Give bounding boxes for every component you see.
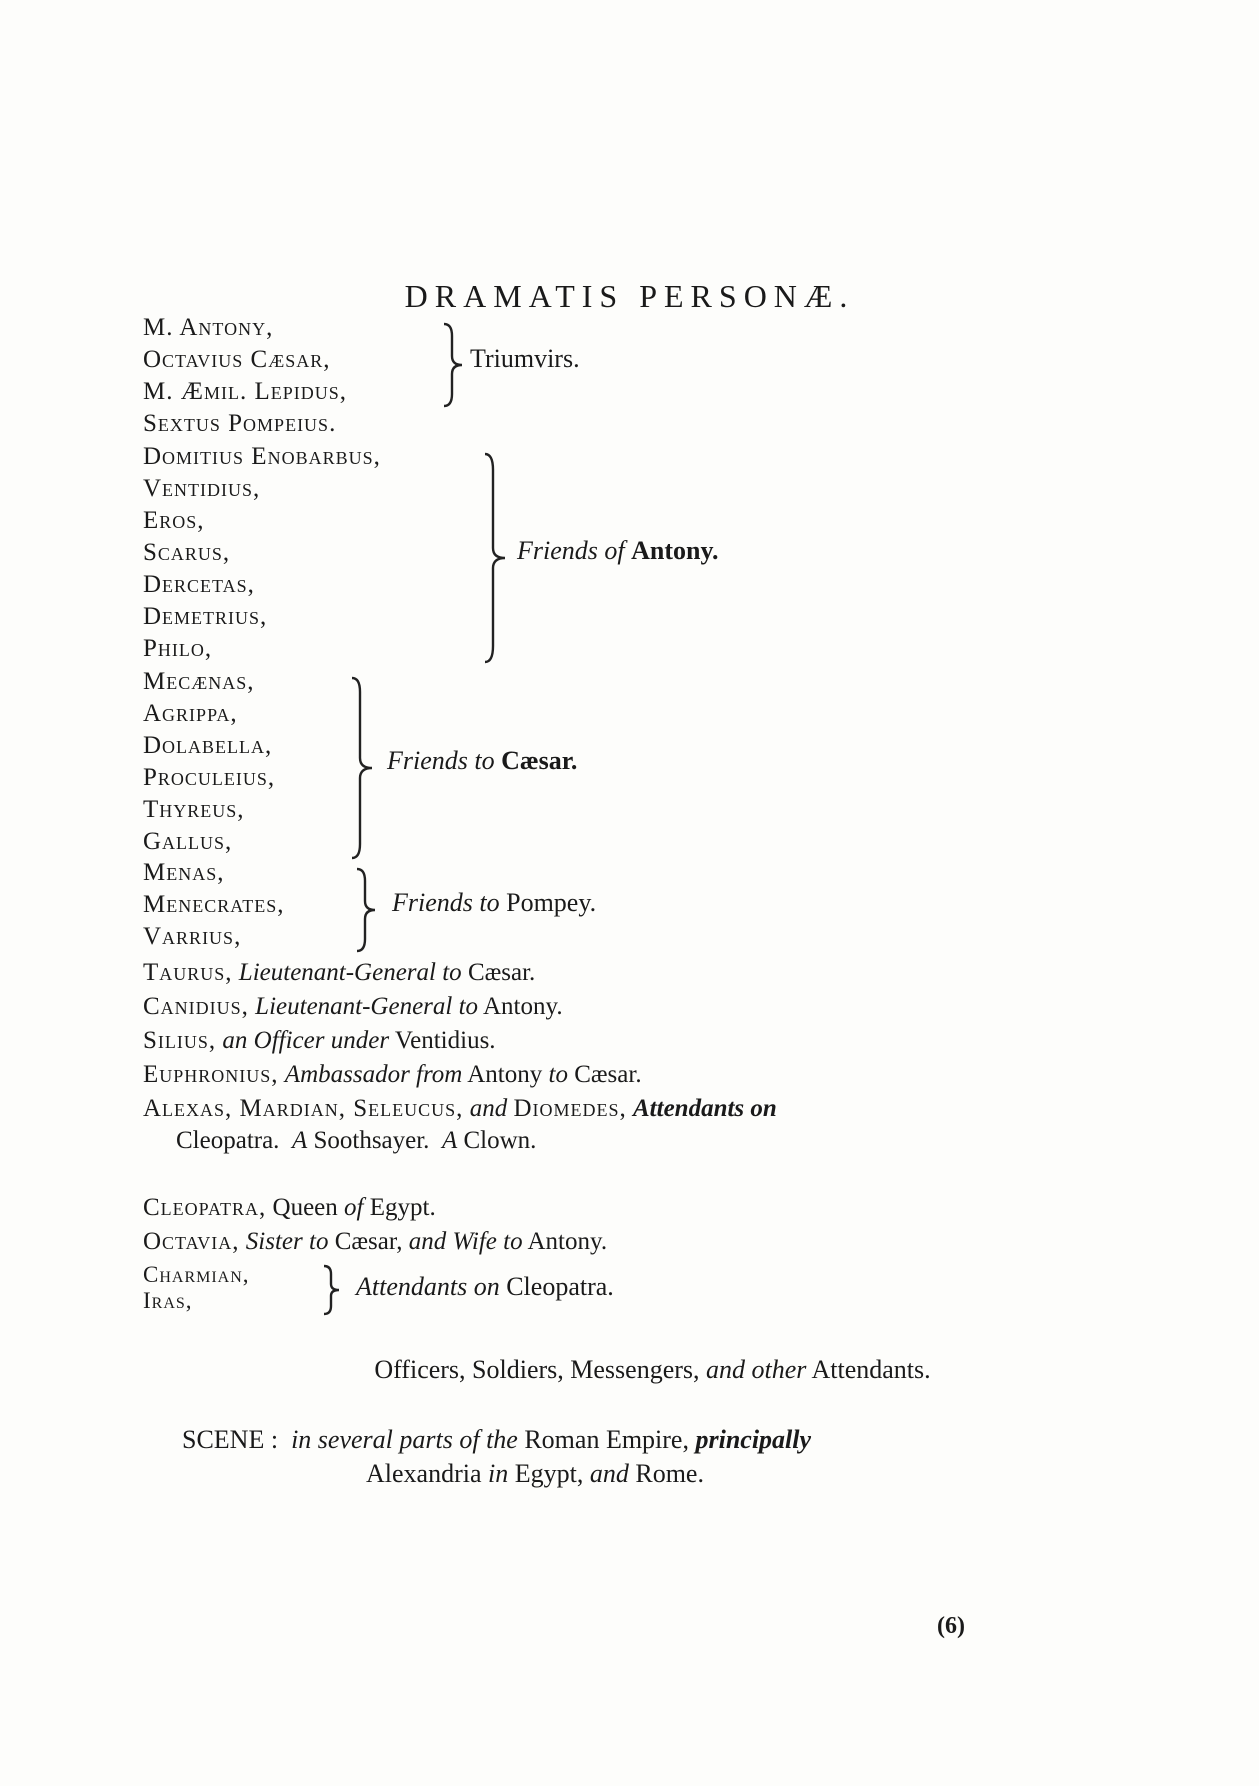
character-mecaenas: Mecænas,: [143, 668, 255, 695]
canidius-desc-italic: Lieutenant-General to: [255, 993, 479, 1020]
octavia-antony: Antony.: [527, 1228, 608, 1255]
character-ventidius: Ventidius,: [143, 475, 261, 502]
scene-roman-1: Roman Empire,: [524, 1425, 689, 1454]
scene-label: SCENE :: [182, 1425, 279, 1454]
character-varrius: Varrius,: [143, 923, 242, 950]
alexas-cleopatra: Cleopatra.: [176, 1127, 280, 1154]
alexas-soothsayer: Soothsayer.: [313, 1127, 430, 1154]
character-proculeius: Proculeius,: [143, 764, 276, 791]
cleopatra-desc-1: Queen: [272, 1194, 338, 1221]
entry-canidius: [143, 991, 563, 1023]
officers-roman-1: Officers, Soldiers, Messengers,: [374, 1355, 700, 1384]
character-thyreus: Thyreus,: [143, 796, 245, 823]
attendants-italic: Attendants on: [356, 1272, 500, 1301]
entry-taurus: [143, 957, 535, 989]
brace-icon: [442, 322, 468, 408]
friends-caesar-italic: Friends to: [387, 746, 495, 775]
scene-italic-1: in several parts of the: [291, 1425, 518, 1454]
alexas-names-1: Alexas, Mardian, Seleucus,: [143, 1095, 464, 1122]
group-label-friends-caesar: [387, 746, 577, 776]
silius-desc-roman: Ventidius.: [394, 1027, 496, 1054]
group-label-friends-pompey: [392, 888, 596, 918]
octavia-and-wife: and Wife to: [408, 1228, 523, 1255]
page-number: (6): [937, 1613, 965, 1639]
euphronius-italic-2: to: [548, 1061, 568, 1088]
octavia-name: Octavia,: [143, 1228, 240, 1255]
entry-alexas: [143, 1093, 777, 1125]
euphronius-italic-1: Ambassador from: [284, 1061, 463, 1088]
octavia-caesar: Cæsar,: [334, 1228, 403, 1255]
brace-icon: [350, 676, 376, 860]
character-philo: Philo,: [143, 635, 213, 662]
entry-cleopatra: [143, 1192, 436, 1224]
euphronius-roman-1: Antony: [467, 1061, 543, 1088]
character-gallus: Gallus,: [143, 828, 233, 855]
octavia-sister: Sister to: [245, 1228, 329, 1255]
euphronius-roman-2: Cæsar.: [574, 1061, 642, 1088]
taurus-desc-roman: Cæsar.: [467, 959, 536, 986]
cleopatra-desc-2: Egypt.: [369, 1194, 436, 1221]
entry-alexas-cont: [176, 1125, 536, 1157]
brace-icon: [321, 1264, 343, 1316]
character-demetrius: Demetrius,: [143, 603, 268, 630]
character-iras: Iras,: [143, 1288, 193, 1313]
entry-officers: [0, 1355, 1259, 1385]
alexas-and: and: [469, 1095, 508, 1122]
alexas-attendants: Attendants on: [633, 1095, 777, 1122]
friends-pompey-roman: Pompey.: [506, 888, 597, 917]
friends-pompey-italic: Friends to: [392, 888, 500, 917]
group-label-triumvirs: Triumvirs.: [470, 344, 580, 373]
scene-italic-4: and: [589, 1459, 629, 1488]
silius-name: Silius,: [143, 1027, 217, 1054]
character-menecrates: Menecrates,: [143, 891, 285, 918]
scene-roman-3: Egypt,: [514, 1459, 584, 1488]
character-octavius: Octavius Cæsar,: [143, 346, 331, 373]
character-lepidus: M. Æmil. Lepidus,: [143, 378, 347, 405]
attendants-roman: Cleopatra.: [506, 1272, 614, 1301]
officers-roman-2: Attendants.: [811, 1355, 931, 1384]
scene-roman-4: Rome.: [635, 1459, 704, 1488]
cleopatra-of: of: [344, 1194, 364, 1221]
entry-silius: [143, 1025, 496, 1057]
entry-euphronius: [143, 1059, 642, 1091]
taurus-name: Taurus,: [143, 959, 233, 986]
friends-antony-italic: Friends of: [517, 536, 625, 565]
character-dercetas: Dercetas,: [143, 571, 255, 598]
scene-line-2: [366, 1458, 704, 1490]
group-label-friends-antony: [517, 536, 719, 566]
friends-antony-roman: Antony.: [631, 536, 719, 565]
scene-italic-3: in: [488, 1459, 509, 1488]
silius-desc-italic: an Officer under: [222, 1027, 390, 1054]
alexas-clown: Clown.: [463, 1127, 537, 1154]
taurus-desc-italic: Lieutenant-General to: [238, 959, 462, 986]
alexas-names-2: Diomedes,: [513, 1095, 627, 1122]
character-menas: Menas,: [143, 859, 225, 886]
group-label-attendants-cleopatra: [356, 1272, 614, 1302]
scene-line-1: [182, 1424, 811, 1456]
brace-icon: [355, 867, 381, 953]
character-antony: M. Antony,: [143, 314, 274, 341]
friends-caesar-roman: Cæsar.: [501, 746, 578, 775]
officers-italic: and other: [706, 1355, 807, 1384]
entry-octavia: [143, 1226, 607, 1258]
character-eros: Eros,: [143, 507, 205, 534]
cleopatra-name: Cleopatra,: [143, 1194, 267, 1221]
brace-icon: [483, 452, 509, 664]
character-agrippa: Agrippa,: [143, 700, 238, 727]
character-scarus: Scarus,: [143, 539, 231, 566]
scene-italic-2: principally: [695, 1425, 812, 1454]
character-enobarbus: Domitius Enobarbus,: [143, 443, 381, 470]
canidius-name: Canidius,: [143, 993, 249, 1020]
character-dolabella: Dolabella,: [143, 732, 273, 759]
character-sextus: Sextus Pompeius.: [143, 410, 337, 437]
alexas-a-2: A: [441, 1127, 458, 1154]
scene-roman-2: Alexandria: [366, 1459, 482, 1488]
canidius-desc-roman: Antony.: [482, 993, 563, 1020]
alexas-a-1: A: [291, 1127, 308, 1154]
page-title: DRAMATIS PERSONÆ.: [404, 278, 855, 314]
character-charmian: Charmian,: [143, 1262, 250, 1287]
euphronius-name: Euphronius,: [143, 1061, 279, 1088]
